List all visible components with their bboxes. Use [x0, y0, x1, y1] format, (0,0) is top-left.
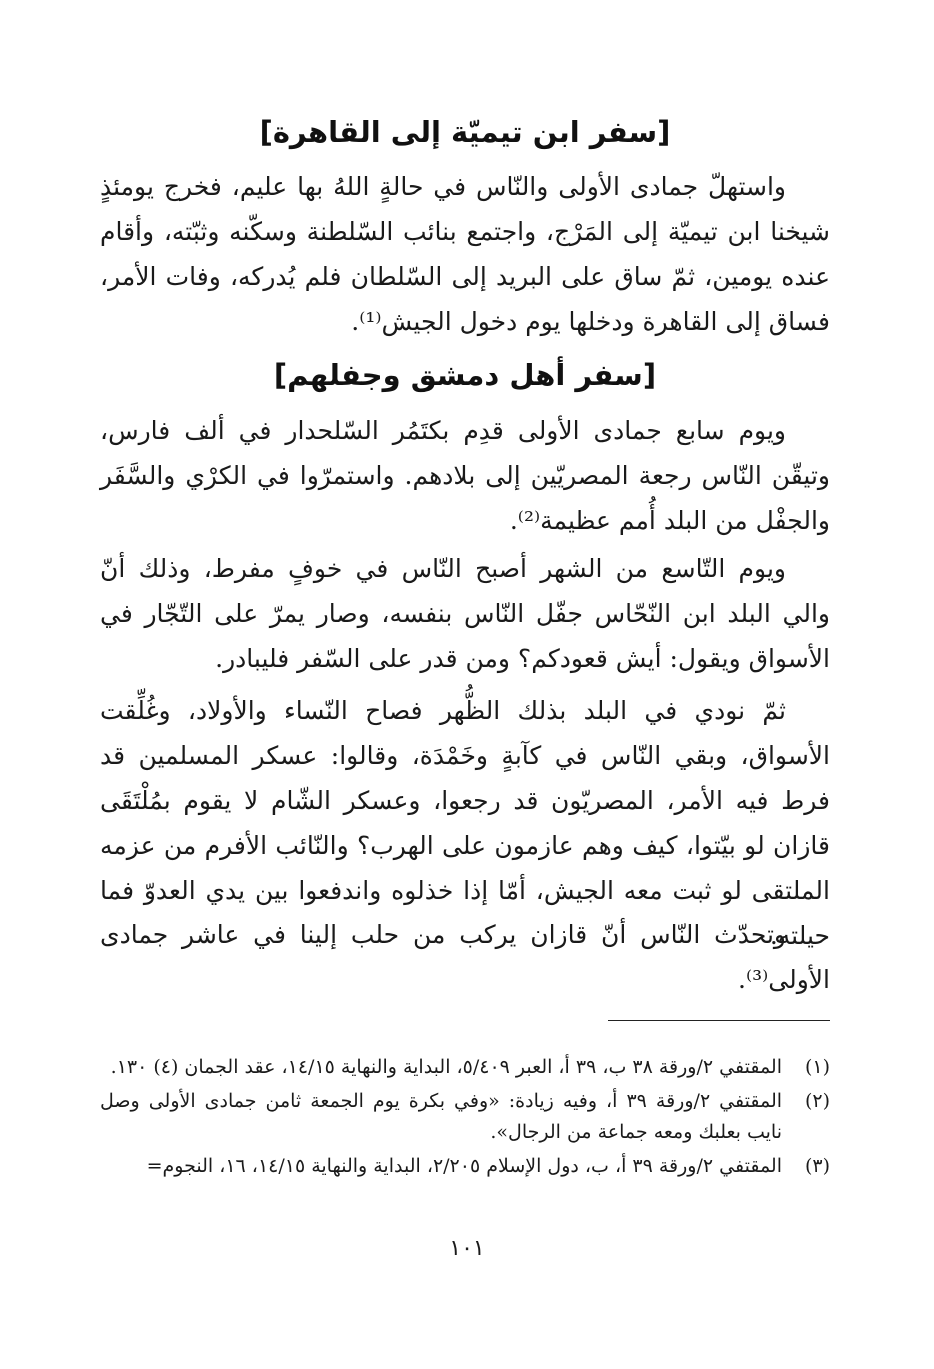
paragraph-4: ثمّ نودي في البلد بذلك الظُّهر فصاح النّساء والأولاد، وغُلِّقت الأسواق، وبقي النّاس في كآبةٍ وخَمْدَة، وقالوا: عسكر المسلمين قد فرط فيه الأمر، المصريّون قد رجعوا، وعسكر الشّام لا يقوم بمُلْتَقَى قازان لو بيّتوا، كيف وهم عازمون على الهرب؟ والنّائب الأفرم من عزمه الملتقى لو ثبت معه الجيش، أمّا إذا خذلوه واندفعوا بين يدي العدوّ فما حيلته.	[100, 696, 830, 950]
page-number: ١٠١	[449, 1236, 485, 1261]
paragraph-block-3	[100, 546, 830, 681]
footnote-text: المقتفي ٢/ورقة ٣٩ أ، وفيه زيادة: «وفي بكرة يوم الجمعة ثامن جمادى الأولى وصل نايب بعلبك ومعه جماعة من الرجال».	[100, 1090, 783, 1143]
footnote-number: (٣)	[804, 1155, 830, 1177]
footnote-number: (١)	[804, 1056, 830, 1078]
paragraph-block-1	[100, 164, 830, 344]
footnote-number: (٢)	[804, 1090, 830, 1112]
footnote-3	[100, 1151, 830, 1182]
footnote-2	[100, 1086, 830, 1148]
paragraph-1: واستهلّ جمادى الأولى والنّاس في حالةٍ اللهُ بها عليم، فخرج يومئذٍ شيخنا ابن تيميّة إلى المَرْج، واجتمع بنائب السّلطنة وسكّنه وثبّته، وأقام عنده يومين، ثمّ ساق على البريد إلى السّلطان فلم يُدركه، وفات الأمر، فساق إلى القاهرة ودخلها يوم دخول الجيش⁽¹⁾.	[100, 172, 830, 336]
paragraph-2: ويوم سابع جمادى الأولى قدِم بكتَمُر السّلحدار في ألف فارس، وتيقّن النّاس رجعة المصريّين إلى بلادهم. واستمرّوا في الكرْي والسَّفَر والجفْل من البلد أُمم عظيمة⁽²⁾.	[100, 416, 830, 535]
paragraph-block-2	[100, 408, 830, 543]
footnote-text: المقتفي ٢/ورقة ٣٩ أ، ب، دول الإسلام ٢/٢٠٥، البداية والنهاية ١٤/١٥، ١٦، النجوم=	[146, 1155, 782, 1177]
footnote-divider	[608, 1020, 830, 1021]
footnote-text: المقتفي ٢/ورقة ٣٨ ب، ٣٩ أ، العبر ٥/٤٠٩، البداية والنهاية ١٤/١٥، عقد الجمان (٤) ١٣٠.	[110, 1056, 782, 1078]
paragraph-block-5	[100, 912, 830, 1002]
paragraph-3: ويوم التّاسع من الشهر أصبح النّاس في خوفٍ مفرط، وذلك أنّ والي البلد ابن النّحّاس جفّل النّاس بنفسه، وصار يمرّ على التّجّار في الأسواق ويقول: أيش قعودكم؟ ومن قدر على السّفر فليبادر.	[100, 554, 830, 673]
paragraph-5: وتحدّث النّاس أنّ قازان يركب من حلب إلينا في عاشر جمادى الأولى⁽³⁾.	[100, 920, 830, 994]
footnotes	[100, 1052, 830, 1185]
footnote-1	[100, 1052, 830, 1083]
section-heading-damascus-flight: [سفر أهل دمشق وجفلهم]	[273, 358, 657, 392]
section-heading-ibn-taymiyya-travel: [سفر ابن تيميّة إلى القاهرة]	[259, 115, 671, 149]
